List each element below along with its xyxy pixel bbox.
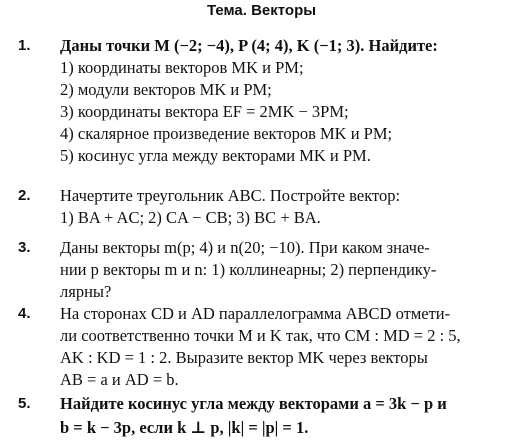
- problem-4-number: 4.: [18, 305, 31, 322]
- worksheet-title: Тема. Векторы: [206, 2, 317, 19]
- problem-3-line-1: Даны векторы m(p; 4) и n(20; −10). При каком значе-: [60, 238, 430, 257]
- problem-3-line-3: лярны?: [60, 282, 112, 301]
- problem-1-line-6: 5) косинус угла между векторами MK и PM.: [60, 146, 371, 165]
- problem-4-line-1: На сторонах CD и AD параллелограмма ABCD отмети-: [60, 304, 451, 323]
- problem-1-line-3: 2) модули векторов MK и PM;: [60, 80, 272, 99]
- problem-4-line-2: ли соответственно точки M и K так, что CM : MD = 2 : 5,: [60, 326, 461, 345]
- problem-1-number: 1.: [18, 37, 31, 54]
- problem-4-line-4: AB = a и AD = b.: [60, 370, 179, 389]
- problem-1-line-2: 1) координаты векторов MK и PM;: [60, 58, 304, 77]
- problem-5-line-2: b = k − 3p, если k ⊥ p, |k| = |p| = 1.: [60, 418, 309, 437]
- problem-4-line-3: AK : KD = 1 : 2. Выразите вектор MK через векторы: [60, 348, 428, 367]
- problem-3-line-2: нии p векторы m и n: 1) коллинеарны; 2) перпендику-: [60, 260, 437, 279]
- problem-2-line-2: 1) BA + AC; 2) CA − CB; 3) BC + BA.: [60, 208, 321, 227]
- problem-1-line-1: Даны точки M (−2; −4), P (4; 4), K (−1; 3). Найдите:: [60, 36, 438, 55]
- problem-1-line-5: 4) скалярное произведение векторов MK и PM;: [60, 124, 393, 143]
- problem-5-line-1: Найдите косинус угла между векторами a = 3k − p и: [60, 394, 447, 413]
- problem-1-line-4: 3) координаты вектора EF = 2MK − 3PM;: [60, 102, 349, 121]
- problem-3-number: 3.: [18, 239, 31, 256]
- problem-2-line-1: Начертите треугольник ABC. Постройте вектор:: [60, 186, 401, 205]
- problem-5-number: 5.: [18, 395, 31, 412]
- problem-2-number: 2.: [18, 187, 31, 204]
